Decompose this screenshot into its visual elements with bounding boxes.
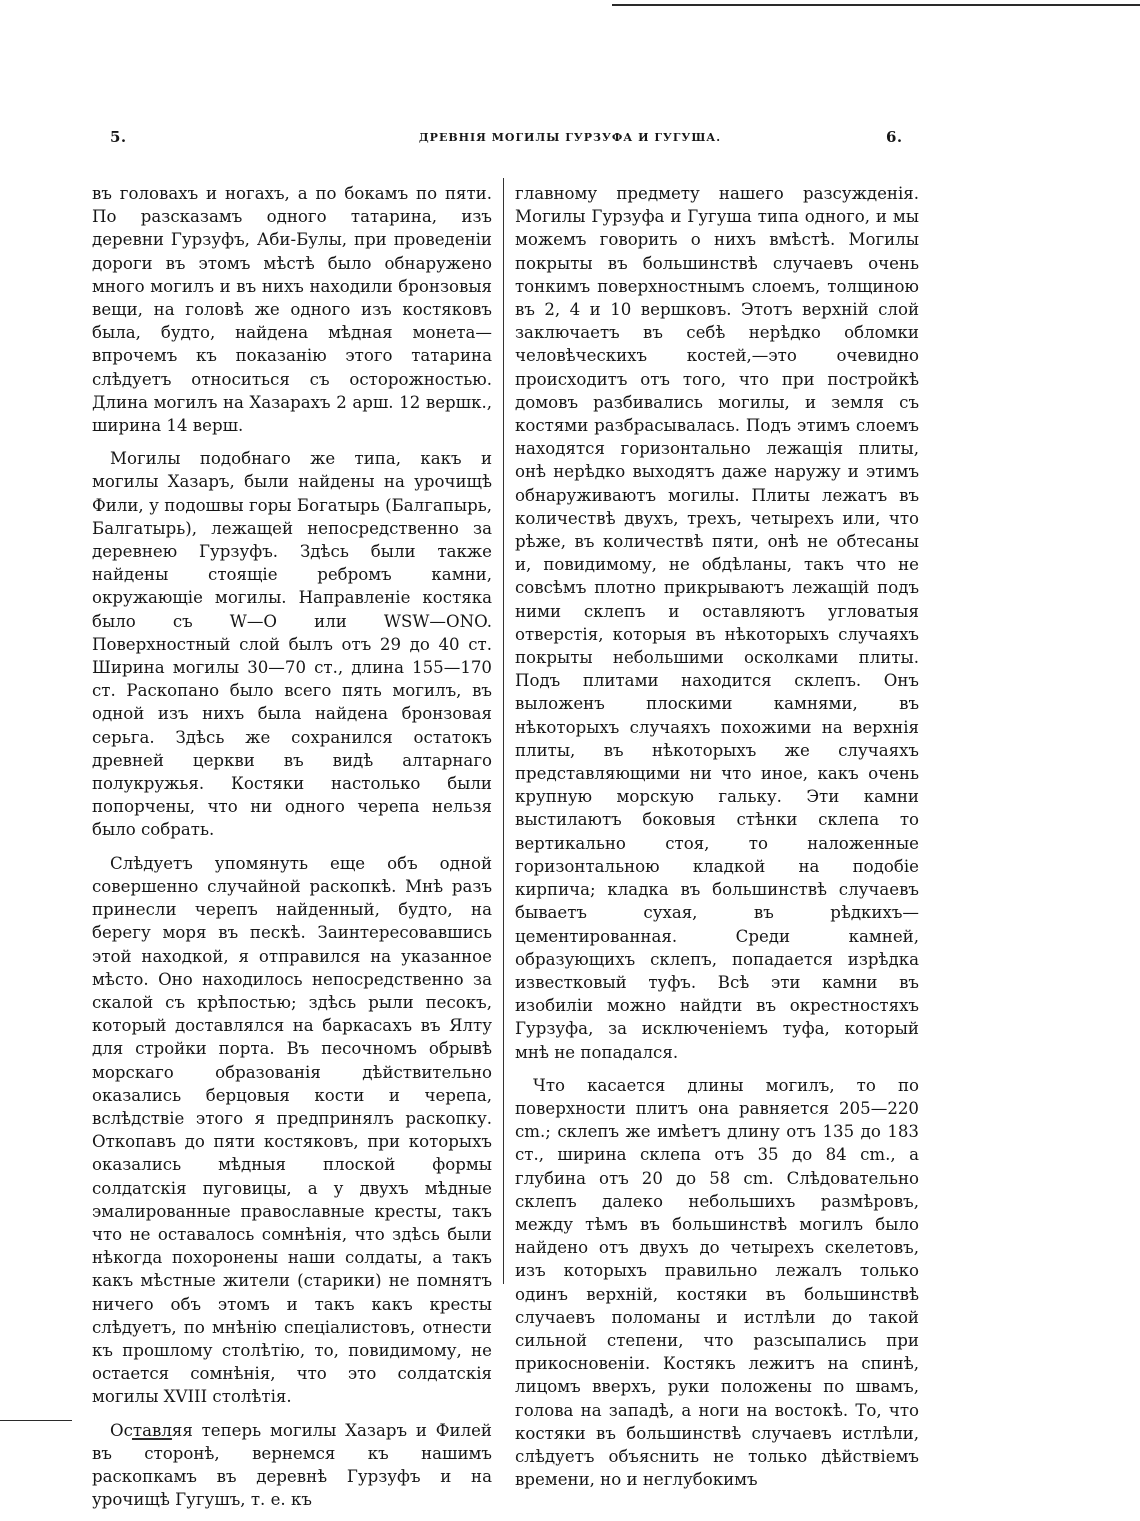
paragraph: Что касается длины могилъ, то по поверхности плитъ она равняется 205—220 cm.; склепъ же имѣетъ длину отъ 135 до 183 ст., ширина склепа отъ 35 до 84 cm., а глубина отъ 20 до 58 cm. Слѣдовательно склепъ далеко небольшихъ размѣровъ, между тѣмъ въ большинствѣ могилъ было найдено отъ двухъ до четырехъ скелетовъ, изъ которыхъ правильно лежалъ только одинъ верхній, костяки въ большинствѣ случаевъ поломаны и истлѣли до такой сильной степени, что разсыпались при прикосновеніи. Костякъ лежитъ на спинѣ, лицомъ вверхъ, руки положены по швамъ, голова на западѣ, а ноги на востокѣ. То, что костяки въ большинствѣ случаевъ истлѣли, слѣдуетъ объяснить не только дѣйствіемъ времени, но и неглубокимъ [515,1075,919,1490]
paragraph: въ головахъ и ногахъ, а по бокамъ по пяти. По разсказамъ одного татарина, изъ деревни Гурзуфъ, Аби-Булы, при проведеніи дороги въ этомъ мѣстѣ было обнаружено много могилъ и въ нихъ находили бронзовыя вещи, на головѣ же одного изъ костяковъ была, будто, найдена мѣдная монета— впрочемъ къ показанію этого татарина слѣдуетъ относиться съ осторожностью. Длина могилъ на Хазарахъ 2 арш. 12 вершк., ширина 14 верш. [92,184,492,436]
left-page-number: 5. [110,128,127,146]
paragraph: Оставляя теперь могилы Хазаръ и Филей въ сторонѣ, вернемся къ нашимъ раскопкамъ въ деревнѣ Гурзуфъ и на урочищѣ Гугушъ, т. е. къ [92,1420,492,1510]
scan-edge-bottom [0,1420,72,1421]
paragraph: главному предмету нашего разсужденія. Могилы Гурзуфа и Гугуша типа одного, и мы можемъ говорить о нихъ вмѣстѣ. Могилы покрыты въ большинствѣ случаевъ очень тонкимъ поверхностнымъ слоемъ, толщиною въ 2, 4 и 10 вершковъ. Этотъ верхній слой заключаетъ въ себѣ нерѣдко обломки человѣческихъ костей,—это очевидно происходитъ отъ того, что при постройкѣ домовъ разбивались могилы, и земля съ костями разбрасывалась. Подъ этимъ слоемъ находятся горизонтально лежащія плиты, онѣ нерѣдко выходятъ даже наружу и этимъ обнаруживаютъ могилы. Плиты лежатъ въ количествѣ двухъ, трехъ, четырехъ или, что рѣже, въ количествѣ пяти, онѣ не обтесаны и, повидимому, не обдѣланы, такъ что не совсѣмъ плотно прикрываютъ лежащій подъ ними склепъ и оставляютъ угловатыя отверстія, которыя въ нѣкоторыхъ случаяхъ покрыты небольшими осколками плиты. Подъ плитами находится склепъ. Онъ выложенъ плоскими камнями, въ нѣкоторыхъ случаяхъ похожими на верхнія плиты, въ нѣкоторыхъ же случаяхъ представляющими ни что иное, какъ очень крупную морскую гальку. Эти камни выстилаютъ боковыя стѣнки склепа то вертикально стоя, то наложенные горизонтальною кладкой на подобіе кирпича; кладка въ большинствѣ случаевъ бываетъ сухая, въ рѣдкихъ—цементированная. Среди камней, образующихъ склепъ, попадается изрѣдка известковый туфъ. Всѣ эти камни въ изобиліи можно найдти въ окрестностяхъ Гурзуфа, за исключеніемъ туфа, который мнѣ не попадался. [515,184,919,1062]
right-page-number: 6. [886,128,903,146]
column-divider [503,178,504,1284]
scan-edge-top [612,4,1140,6]
running-title: ДРЕВНІЯ МОГИЛЫ ГУРЗУФА И ГУГУША. [418,131,722,144]
paragraph: Могилы подобнаго же типа, какъ и могилы Хазаръ, были найдены на урочищѣ Фили, у подошвы горы Богатырь (Балгапырь, Балгатырь), лежащей непосредственно за деревнею Гурзуфъ. Здѣсь были также найдены стоящіе ребромъ камни, окружающіе могилы. Направленіе костяка было съ W—O или WSW—ONO. Поверхностный слой былъ отъ 29 до 40 ст. Ширина могилы 30—70 ст., длина 155—170 ст. Раскопано было всего пять могилъ, въ одной изъ нихъ была найдена бронзовая серьга. Здѣсь же сохранился остатокъ древней церкви въ видѣ алтарнаго полукружья. Костяки настолько были попорчены, что ни одного черепа нельзя было собрать. [92,449,492,840]
paragraph: Слѣдуетъ упомянуть еще объ одной совершенно случайной раскопкѣ. Мнѣ разъ принесли черепъ найденный, будто, на берегу моря въ пескѣ. Заинтересовавшись этой находкой, я отправился на указанное мѣсто. Оно находилось непосредственно за скалой съ крѣпостью; здѣсь рыли песокъ, который доставлялся на баркасахъ въ Ялту для стройки порта. Въ песочномъ обрывѣ морскаго образованія дѣйствительно оказались берцовыя кости и черепа, вслѣдствіе этого я предпринялъ раскопку. Откопавъ до пяти костяковъ, при которыхъ оказались мѣдныя плоской формы солдатскія пуговицы, а у двухъ мѣдные эмалированные православные кресты, такъ что не оставалось сомнѣнія, что здѣсь были нѣкогда похоронены наши солдаты, а такъ какъ мѣстные жители (старики) не помнятъ ничего объ этомъ и такъ какъ кресты слѣдуетъ, по мнѣнію спеціалистовъ, отнести къ прошлому столѣтію, то, повидимому, не остается сомнѣнія, что это солдатскія могилы XVIII столѣтія. [92,853,492,1407]
right-column [515,182,919,1501]
left-column [92,182,492,1521]
